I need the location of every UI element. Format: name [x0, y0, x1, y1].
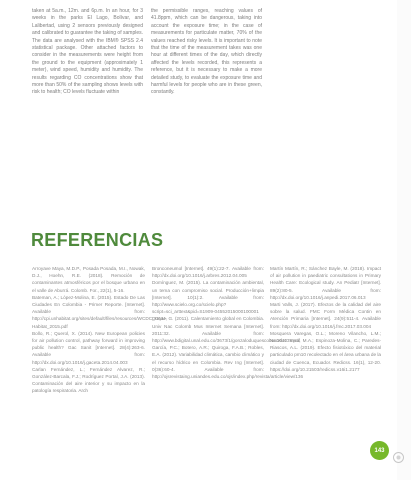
- reference-entry: Marti Valls, J. (2017). Efectos de la calidad del aire sobre la salud. FMC Form Médica Contin en Atención Primaria [Internet]. 24(9):511-4. Available from: http://dx.doi.org/10.1016/j.fmc.2017.03.004: [270, 302, 381, 329]
- references-column-1: [32, 265, 167, 395]
- reference-entry: Bollo, R.; Querol, X. (2014). New European policies for air pollution control, pathway forward in improving public health? Gac Sanit [Internet]. 28(4):263-6. Available from: http://dx.doi.org/10.1016/j.gaceta.2014.04.003: [32, 330, 145, 365]
- reference-entry: Arroyave Maya, M.D.P., Posada Posada, M.I., Nowak, D.J., Hoehn, R.E. (2018). Remoción de contaminantes atmosféricos por el bosque urbano en el valle de Aburrá. Colomb. For., 22(1), 5-16.: [32, 266, 145, 293]
- reference-entry: Bronconeumol [Internet]. 49(1):22-7. Available from: http://dx.doi.org/10.1016/j.arbres.2012.04.005: [152, 266, 264, 279]
- reference-entry: Bateman, A.; López-Molina, E. (2015). Estado De Las Ciudades En Colombia - Primer Reporte. [Internet]. Available from: http://cpi.unhabitat.org/sites/default/files/resources/WCDC_ONU-Habitat_2015.pdf: [32, 294, 167, 329]
- page-margin-strip: [397, 0, 411, 480]
- body-paragraph: taken at 5a.m., 12m. and 6p.m. In an hour, for 3 weeks in the parks El Lago, Bolívar, and Lalibertad, using 2 sensors previously designed and calibrated to guarantee the taking of samples. The data are analysed with the IBM® SPSS 2.4 statistical package. Other attached factors to consider in the measurements were height from the ground to the equipment (approximately 1 meter), wind speed, humidity and humidity. The results regarding CO concentrations show that more than 50% of the sampling shows levels with risk to health; CO levels fluctuate within: [32, 8, 143, 96]
- reference-entry: Carlan Fernández, L.; Fernández Alvarez, R.; González-Barcala, F.J.; Rodríguez Portal, J.A. (2013). Contaminación del aire interior y su impacto en la patología respiratoria. Arch: [32, 366, 145, 394]
- body-paragraph: the permissible ranges, reaching values of 41.8ppm, which can be dangerous, taking into account the exposure time; in the case of measurements for particulate matter, 70% of the values reached risky levels. It is important to note that the time of the measurement takes was one hour at different times of the day, which directly affected the levels recorded, this represents a reference, but it is necessary to make a more detailed study, to evaluate the exposure time and harmful levels for people who are in these green, constantly.: [151, 8, 262, 96]
- reference-entry: Domínguez, M. (2015). La contaminación ambiental, un tema con compromiso social. Producción+limpia [Internet]. 10(1):2. Available from: http://www.scielo.org.co/scielo.php?script=sci_arttext&pid=S1909-04552015000100001: [152, 280, 264, 315]
- reference-entry: Duque, G. (2011). Calentamiento global en Colombia. Univ Nac Colomb Mus Internet Semana [Internet]. 2011:32. Available from: http://www.bdigital.unal.edu.co/3673/1/gonzaloduquescobar.201138.pdf: [152, 316, 300, 344]
- references-column-2: [152, 265, 304, 380]
- references-column-3: [270, 265, 381, 373]
- page-number-badge: [370, 441, 389, 460]
- body-column-1: [32, 8, 143, 97]
- reference-entry: Mosquera Varegas, O.L.; Moreno Vilancho, L.M.; Narváez Vera, M.A.; Espinoza-Molina, C.; Paredes-Riascos, A.L. (2019). Efecto fisiotóxico del material particulado pm10 recolectado en el área urbana de la ciudad de Cuenca, Ecuador. Redicss. 16(1), 12-20. https://doi.org/10.21503/redicss.v16i1.2177: [270, 330, 382, 372]
- references-heading: REFERENCIAS: [31, 230, 164, 250]
- reference-entry: Martín Martín, R.; Sánchez Bayle, M. (2018). Impact of air pollution in paediatric consultations in Primary Health Care: Ecological study. An Pediatr [Internet]. 89(2):80-5. Available from: http://dx.doi.org/10.1016/j.anpedi.2017.06.013: [270, 266, 381, 300]
- body-column-2: [151, 8, 262, 97]
- journal-logo-icon: [393, 452, 404, 463]
- reference-entry: García, P.C.; Botero, A.R.; Quiroga, F.A.B.; Robles, E.A. (2012). Variabilidad climática, cambio climático y el recurso hídrico en Colombia. Rev Ing [Internet]. 0(36):60-4. Available from: http://ojsrevistaing.uniandes.edu.co/ojs/index.php/revista/article/view/136: [152, 345, 304, 380]
- page-number: 143: [374, 447, 385, 454]
